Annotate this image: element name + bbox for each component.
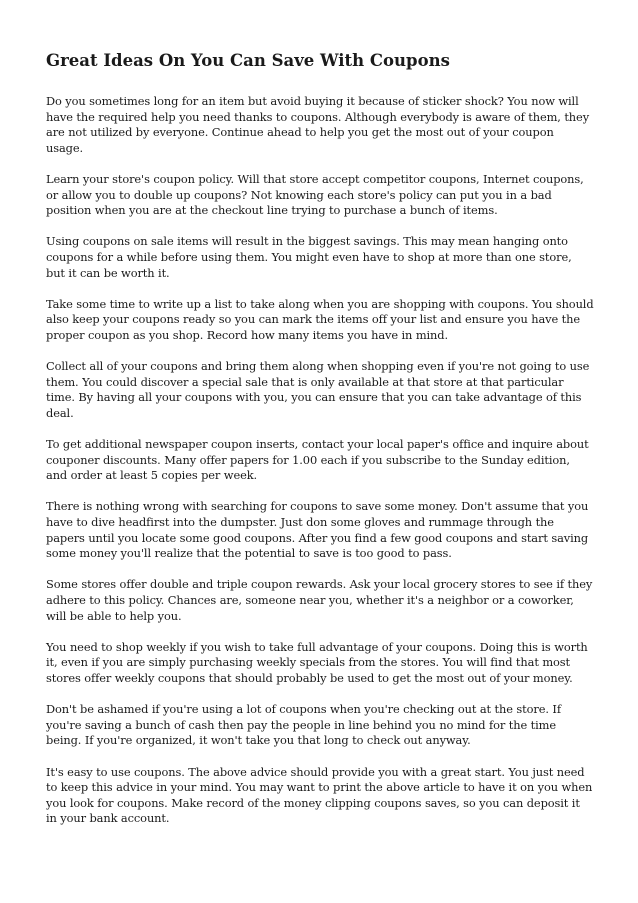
paragraph-searching: There is nothing wrong with searching for coupons to save some money. Don't assume that you have to dive headfirst into the dumpster. Just don some gloves and rummage through the papers until you locate some good coupons. After you find a few good coupons and start saving some money you'll realize that the potential to save is too good to pass.: [46, 499, 589, 561]
paragraph-shopping-list: Take some time to write up a list to take along when you are shopping with coupons. You should also keep your coupons ready so you can mark the items off your list and ensure you have the proper coupon as you shop. Record how many items you have in mind.: [46, 296, 594, 342]
paragraph-dont-be-ashamed: Don't be ashamed if you're using a lot of coupons when you're checking out at the store. If you're saving a bunch of cash then pay the people in line behind you no mind for the time being. If you're organized, it won't take you that long to check out anyway.: [46, 702, 561, 748]
paragraph-shop-weekly: You need to shop weekly if you wish to take full advantage of your coupons. Doing this is worth it, even if you are simply purchasing weekly specials from the stores. You will find that most stores offer weekly coupons that should probably be used to get the most out of your money.: [46, 639, 588, 685]
paragraph-intro: Do you sometimes long for an item but avoid buying it because of sticker shock? You now will have the required help you need thanks to coupons. Although everybody is aware of them, they are not utilized by everyone. Continue ahead to help you get the most out of your coupon usage.: [46, 94, 590, 155]
document-page: [46, 50, 594, 843]
document-title: Great Ideas On You Can Save With Coupons: [46, 51, 450, 70]
paragraph-double-triple: Some stores offer double and triple coupon rewards. Ask your local grocery stores to see if they adhere to this policy. Chances are, someone near you, whether it's a neighbor or a coworker, will be able to help you.: [46, 577, 593, 623]
paragraph-collect-coupons: Collect all of your coupons and bring them along when shopping even if you're not going to use them. You could discover a special sale that is only available at that store at that particular time. By having all your coupons with you, you can ensure that you can take advantage of this deal.: [46, 359, 590, 420]
paragraph-conclusion: It's easy to use coupons. The above advice should provide you with a great start. You just need to keep this advice in your mind. You may want to print the above article to have it on you when you look for coupons. Make record of the money clipping coupons saves, so you can deposit it in your bank account.: [46, 764, 593, 826]
paragraph-sale-items: Using coupons on sale items will result in the biggest savings. This may mean hanging onto coupons for a while before using them. You might even have to shop at more than one store, but it can be worth it.: [46, 234, 572, 280]
paragraph-store-policy: Learn your store's coupon policy. Will that store accept competitor coupons, Internet coupons, or allow you to double up coupons? Not knowing each store's policy can put you in a bad position when you are at the checkout line trying to purchase a bunch of items.: [46, 171, 584, 218]
paragraph-newspaper-inserts: To get additional newspaper coupon inserts, contact your local paper's office and inquire about couponer discounts. Many offer papers for 1.00 each if you subscribe to the Sunday edition, and order at least 5 copies per week.: [46, 437, 589, 483]
